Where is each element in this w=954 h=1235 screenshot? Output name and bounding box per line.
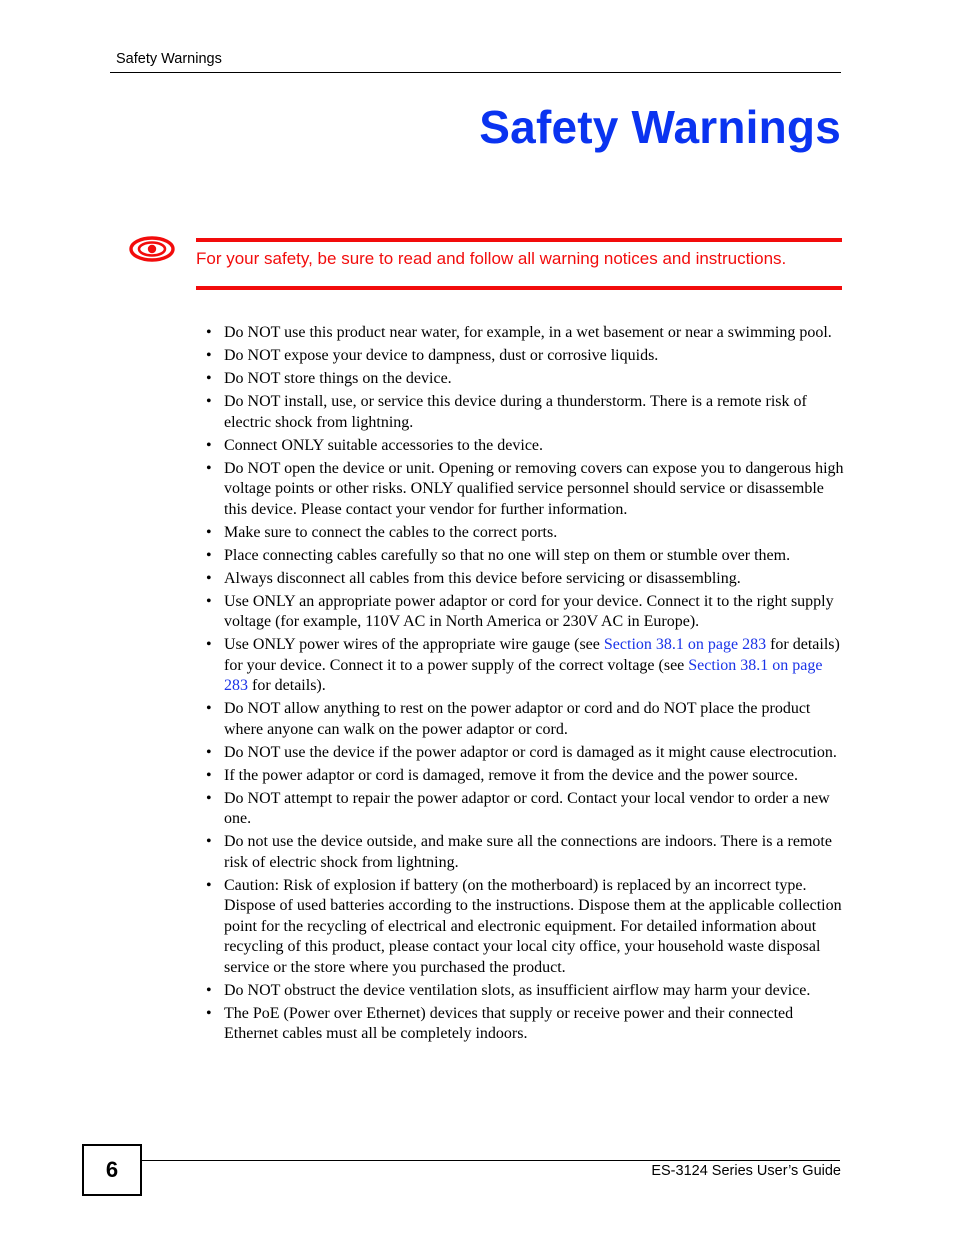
list-item: • Do not use the device outside, and make sure all the connections are indoors. There is a remote risk of electric shock from lightning. bbox=[224, 832, 844, 873]
list-item: • If the power adaptor or cord is damaged, remove it from the device and the power source. bbox=[224, 766, 844, 787]
list-item: • Do NOT attempt to repair the power adaptor or cord. Contact your local vendor to order a new one. bbox=[224, 789, 844, 830]
page-number: 6 bbox=[82, 1144, 142, 1196]
list-item: • Do NOT use this product near water, for example, in a wet basement or near a swimming pool. bbox=[224, 323, 844, 344]
header-rule bbox=[110, 72, 841, 73]
list-item-text: Use ONLY power wires of the appropriate wire gauge (see bbox=[224, 636, 604, 653]
list-item: • Do NOT obstruct the device ventilation slots, as insufficient airflow may harm your device. bbox=[224, 981, 844, 1002]
list-item: • Do NOT install, use, or service this device during a thunderstorm. There is a remote risk of electric shock from lightning. bbox=[224, 392, 844, 433]
warning-top-rule bbox=[196, 238, 842, 242]
list-item bbox=[224, 635, 844, 697]
warning-bottom-rule bbox=[196, 286, 842, 290]
page-title: Safety Warnings bbox=[479, 101, 841, 153]
list-item: • Always disconnect all cables from this device before servicing or disassembling. bbox=[224, 569, 844, 590]
section-link[interactable]: Section 38.1 on page 283 bbox=[224, 656, 823, 694]
list-item: • Do NOT open the device or unit. Opening or removing covers can expose you to dangerous high voltage points or other risks. ONLY qualified service personnel should service or disassemble this device. Please contact your vendor for further information. bbox=[224, 459, 844, 521]
safety-bullet-list bbox=[224, 323, 844, 1047]
list-item: • Caution: Risk of explosion if battery (on the motherboard) is replaced by an incorrect type. Dispose of used batteries according to the instructions. Dispose them at the applicable collection point for the recycling of electrical and electronic equipment. For detailed information about recycling of this product, please contact your local city office, your household waste disposal service or the store where you purchased the product. bbox=[224, 876, 844, 979]
list-item: • The PoE (Power over Ethernet) devices that supply or receive power and their connected Ethernet cables must all be completely indoors. bbox=[224, 1004, 844, 1045]
list-item: • Do NOT expose your device to dampness, dust or corrosive liquids. bbox=[224, 346, 844, 367]
running-header: Safety Warnings bbox=[116, 51, 222, 67]
list-item: • Place connecting cables carefully so that no one will step on them or stumble over them. bbox=[224, 546, 844, 567]
list-item: • Do NOT store things on the device. bbox=[224, 369, 844, 390]
list-item: • Use ONLY an appropriate power adaptor or cord for your device. Connect it to the right supply voltage (for example, 110V AC in North America or 230V AC in Europe). bbox=[224, 592, 844, 633]
list-item: • Connect ONLY suitable accessories to the device. bbox=[224, 436, 844, 457]
list-item: • Make sure to connect the cables to the correct ports. bbox=[224, 523, 844, 544]
list-item: • Do NOT use the device if the power adaptor or cord is damaged as it might cause electrocution. bbox=[224, 743, 844, 764]
list-item-text: for details) for your device. Connect it to a power supply of the correct voltage (see bbox=[224, 636, 840, 674]
section-link[interactable]: Section 38.1 on page 283 bbox=[603, 636, 767, 653]
list-item-text: for details). bbox=[248, 677, 326, 694]
list-item: • Do NOT allow anything to rest on the power adaptor or cord and do NOT place the product where anyone can walk on the power adaptor or cord. bbox=[224, 699, 844, 740]
warning-eye-icon bbox=[128, 234, 176, 264]
footer-guide-title: ES-3124 Series User’s Guide bbox=[651, 1163, 841, 1179]
warning-text: For your safety, be sure to read and follow all warning notices and instructions. bbox=[196, 249, 787, 268]
